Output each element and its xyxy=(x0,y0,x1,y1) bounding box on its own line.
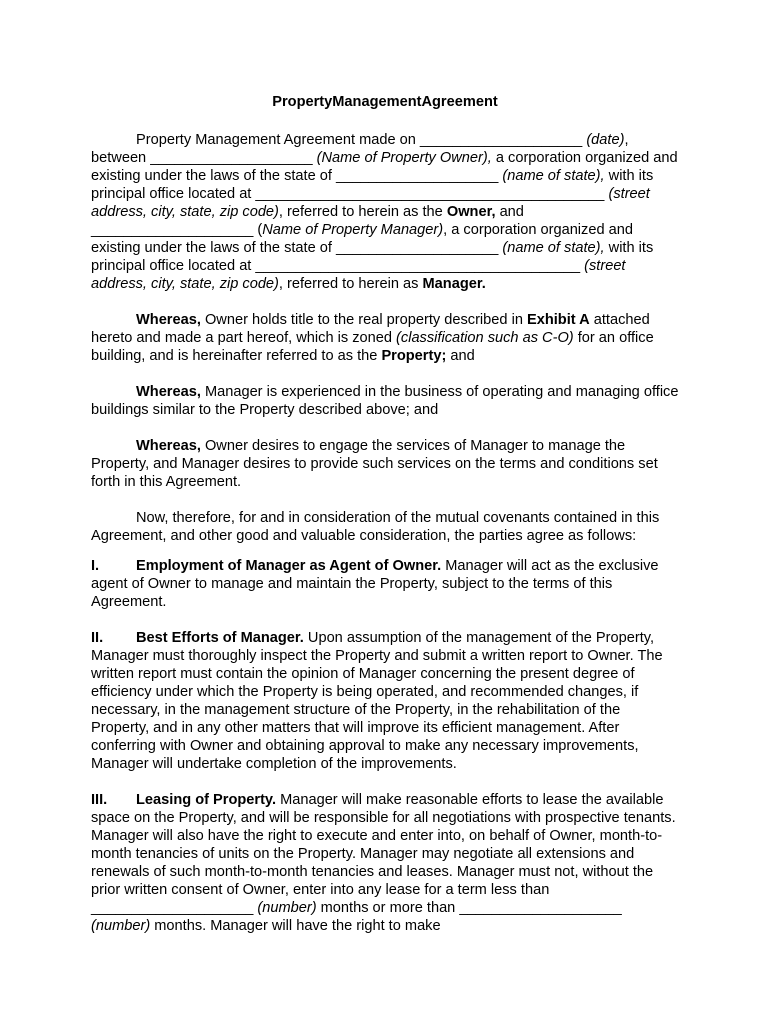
section-heading: Best Efforts of Manager. xyxy=(136,630,304,646)
manager-name-placeholder: Name of Property Manager) xyxy=(262,222,444,238)
section-text: Manager will make reasonable efforts to lease the available space on the Property, and will be responsible for all negotiations with prospective tenants. Manager will also have the right to execute and enter into, on behalf of Owner, month-to-month tenancies of units on the Property. Manager may negotiate all extensions and renewals of such month-to-month tenancies and leases. Manager must not, without the prior written consent of Owner, enter into any lease for a term less than ____________________ xyxy=(91,792,676,916)
section-text: Manager will act as the exclusive agent of Owner to manage and maintain the Property, subject to the terms of this Agreement. xyxy=(91,558,659,610)
number-placeholder: (number) xyxy=(91,918,151,934)
owner-name-placeholder: (Name of Property Owner), xyxy=(316,150,492,166)
section-number: II. xyxy=(91,630,104,646)
section-1 xyxy=(91,557,679,611)
section-text: months. Manager will have the right to make xyxy=(150,918,441,934)
intro-text: , referred to herein as the xyxy=(278,204,447,220)
owner-term: Owner, xyxy=(446,204,496,220)
intro-text: a corporation organized and existing under the laws of the state of ____________________ xyxy=(91,150,678,184)
paragraph-text: Owner holds title to the real property described in xyxy=(200,312,527,328)
section-number: I. xyxy=(91,558,100,574)
whereas-term: Whereas, xyxy=(136,384,201,400)
document-body xyxy=(91,93,679,935)
whereas-term: Whereas, xyxy=(136,312,201,328)
section-text: Upon assumption of the management of the Property, Manager must thoroughly inspect the Property and submit a written report to Owner. The written report must contain the opinion of Manager concerning the present degree of efficiency under which the Property is being operated, and recommended changes, if necessary, in the management structure of the Property, in the rehabilitation of the Property, and in any other matters that will improve its efficient management. After conferring with Owner and obtaining approval to make any necessary improvements, Manager will undertake completion of the improvements. xyxy=(91,630,663,772)
paragraph-text: attached hereto and made a part hereof, which is zoned xyxy=(91,312,650,346)
paragraph-text: for an office building, and is hereinafter referred to as the xyxy=(91,330,654,364)
intro-text: with its principal office located at ___________________________________________ xyxy=(91,168,654,202)
whereas-paragraph-3 xyxy=(91,437,679,491)
paragraph-text: and xyxy=(446,348,475,364)
section-text: months or more than ____________________ xyxy=(316,900,622,916)
manager-term: Manager. xyxy=(422,276,486,292)
number-placeholder: (number) xyxy=(257,900,317,916)
owner-address-placeholder: (street address, city, state, zip code) xyxy=(91,186,650,220)
intro-text: with its principal office located at ________________________________________ xyxy=(91,240,654,274)
whereas-term: Whereas, xyxy=(136,438,201,454)
section-number: III. xyxy=(91,792,108,808)
owner-state-placeholder: (name of state), xyxy=(502,168,605,184)
whereas-paragraph-1 xyxy=(91,311,679,365)
date-placeholder: (date) xyxy=(586,132,625,148)
classification-placeholder: (classification such as C-O) xyxy=(396,330,574,346)
section-heading: Employment of Manager as Agent of Owner. xyxy=(136,558,442,574)
intro-text: , between ____________________ xyxy=(91,132,629,166)
intro-text: , referred to herein as xyxy=(278,276,423,292)
paragraph-text: Owner desires to engage the services of Manager to manage the Property, and Manager desires to provide such services on the terms and conditions set forth in this Agreement. xyxy=(91,438,658,490)
intro-text: Property Management Agreement made on ____________________ xyxy=(136,132,587,148)
intro-paragraph xyxy=(91,131,679,293)
intro-text: , a corporation organized and existing under the laws of the state of ____________________ xyxy=(91,222,633,256)
intro-text: and ____________________ ( xyxy=(91,204,524,238)
section-heading: Leasing of Property. xyxy=(136,792,277,808)
exhibit-a-term: Exhibit A xyxy=(526,312,590,328)
manager-address-placeholder: (street address, city, state, zip code) xyxy=(91,258,626,292)
now-therefore-paragraph xyxy=(91,509,679,545)
paragraph-text: Manager is experienced in the business of operating and managing office buildings similar to the Property described above; and xyxy=(91,384,679,418)
document-title: PropertyManagementAgreement xyxy=(272,94,498,110)
manager-state-placeholder: (name of state), xyxy=(502,240,605,256)
paragraph-text: Now, therefore, for and in consideration of the mutual covenants contained in this Agreement, and other good and valuable consideration, the parties agree as follows: xyxy=(91,510,660,544)
property-term: Property; xyxy=(381,348,447,364)
section-2 xyxy=(91,629,679,773)
whereas-paragraph-2 xyxy=(91,383,679,419)
section-3 xyxy=(91,791,679,935)
